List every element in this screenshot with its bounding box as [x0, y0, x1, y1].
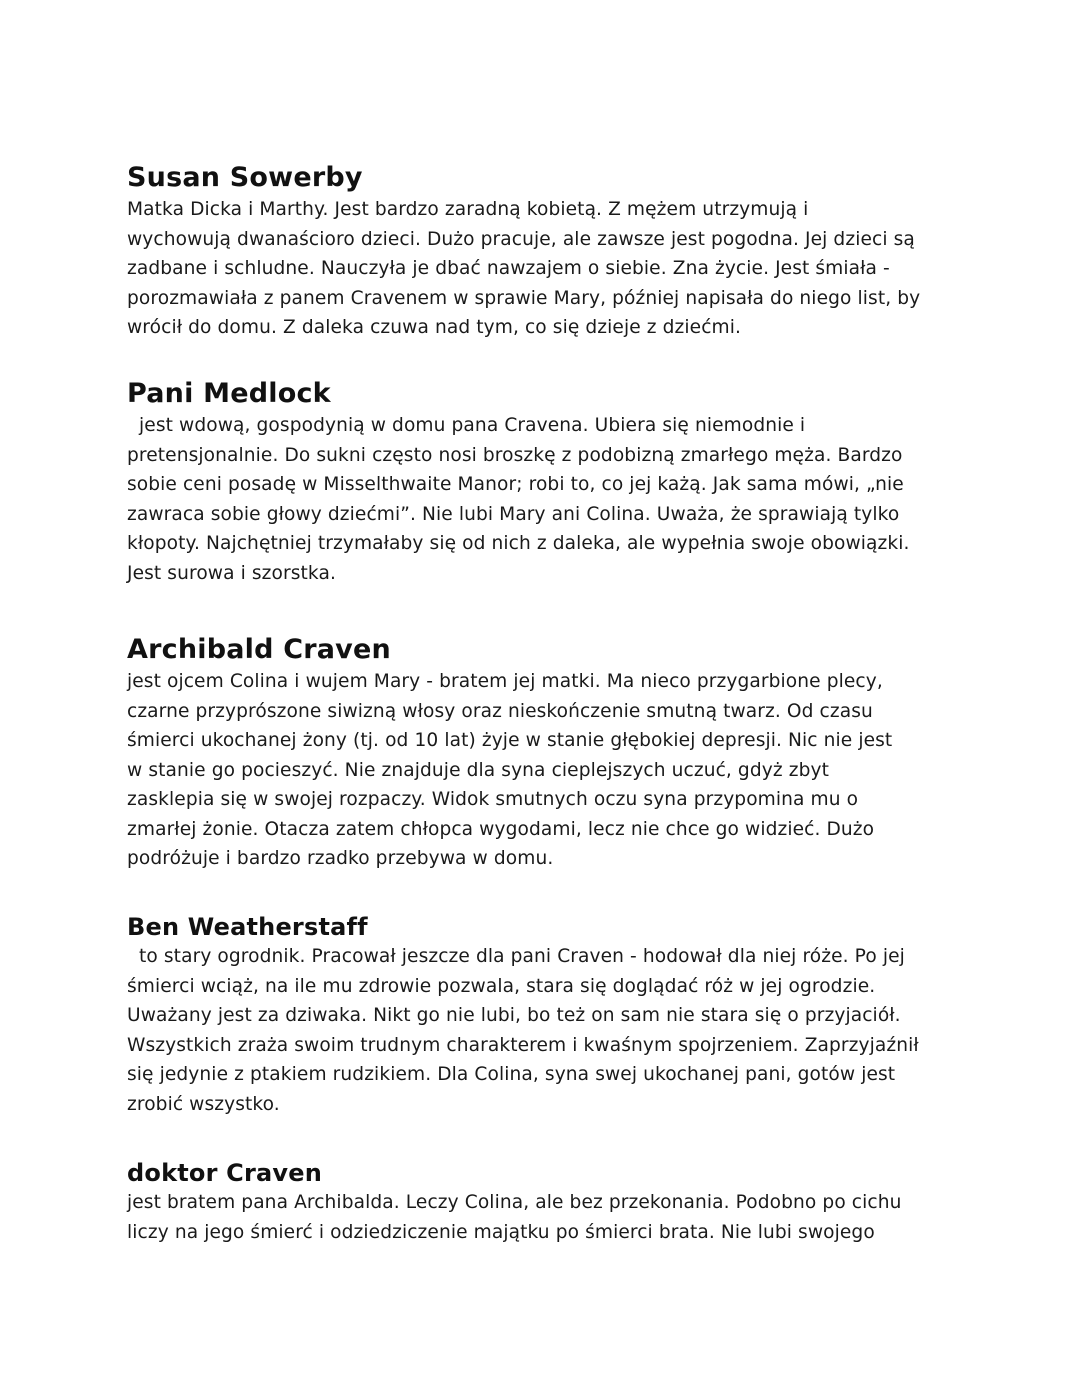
text-line: w stanie go pocieszyć. Nie znajduje dla syna cieplejszych uczuć, gdyż zbyt — [127, 759, 829, 781]
text-line: śmierci wciąż, na ile mu zdrowie pozwala, stara się doglądać róż w jej ogrodzie. — [127, 975, 876, 997]
text-line: śmierci ukochanej żony (tj. od 10 lat) żyje w stanie głębokiej depresji. Nic nie jest — [127, 730, 893, 751]
text-line: zawraca sobie głowy dziećmi”. Nie lubi Mary ani Colina. Uważa, że sprawiają tylko — [127, 503, 900, 525]
section-body — [127, 667, 967, 874]
text-line: Wszystkich zraża swoim trudnym charakterem i kwaśnym spojrzeniem. Zaprzyjaźnił — [127, 1034, 919, 1056]
text-line: podróżuje i bardzo rzadko przebywa w domu. — [127, 848, 554, 869]
text-line: jest ojcem Colina i wujem Mary - bratem jej matki. Ma nieco przygarbione plecy, — [127, 671, 883, 692]
text-line: wrócił do domu. Z daleka czuwa nad tym, co się dzieje z dziećmi. — [127, 317, 742, 338]
text-line: jest bratem pana Archibalda. Leczy Colina, ale bez przekonania. Podobno po cichu — [127, 1192, 902, 1213]
text-line: Uważany jest za dziwaka. Nikt go nie lubi, bo też on sam nie stara się o przyjaciół. — [127, 1005, 901, 1026]
section-heading: doktor Craven — [127, 1159, 323, 1187]
text-line: to stary ogrodnik. Pracował jeszcze dla pani Craven - hodował dla niej róże. Po jej — [127, 946, 905, 967]
text-line: pretensjonalnie. Do sukni często nosi broszkę z podobizną zmarłego męża. Bardzo — [127, 444, 903, 466]
text-line: Jest surowa i szorstka. — [127, 562, 336, 584]
text-line: liczy na jego śmierć i odziedziczenie majątku po śmierci brata. Nie lubi swojego — [127, 1221, 875, 1243]
section-archibald-craven — [127, 633, 967, 874]
section-body — [127, 195, 967, 343]
section-body — [127, 1188, 967, 1247]
section-heading: Archibald Craven — [127, 634, 391, 665]
section-body — [127, 942, 967, 1119]
section-doktor-craven — [127, 1158, 967, 1247]
section-ben-weatherstaff — [127, 912, 967, 1119]
section-pani-medlock — [127, 377, 967, 588]
text-line: zasklepia się w swojej rozpaczy. Widok smutnych oczu syna przypomina mu o — [127, 789, 859, 810]
section-heading: Pani Medlock — [127, 378, 331, 409]
text-line: jest wdową, gospodynią w domu pana Cravena. Ubiera się niemodnie i — [127, 415, 806, 436]
text-line: się jedynie z ptakiem rudzikiem. Dla Colina, syna swej ukochanej pani, gotów jest — [127, 1064, 896, 1085]
text-line: czarne przyprószone siwizną włosy oraz nieskończenie smutną twarz. Od czasu — [127, 700, 873, 722]
section-susan-sowerby — [127, 161, 967, 343]
section-heading: Ben Weatherstaff — [127, 913, 368, 941]
section-heading: Susan Sowerby — [127, 162, 363, 193]
text-line: sobie ceni posadę w Misselthwaite Manor; robi to, co jej każą. Jak sama mówi, „nie — [127, 474, 904, 495]
text-line: kłopoty. Najchętniej trzymałaby się od nich z daleka, ale wypełnia swoje obowiązki. — [127, 533, 910, 554]
section-body — [127, 411, 967, 588]
text-line: porozmawiała z panem Cravenem w sprawie Mary, później napisała do niego list, by — [127, 287, 921, 309]
text-line: zadbane i schludne. Nauczyła je dbać nawzajem o siebie. Zna życie. Jest śmiała - — [127, 258, 890, 279]
text-line: zmarłej żonie. Otacza zatem chłopca wygodami, lecz nie chce go widzieć. Dużo — [127, 818, 875, 840]
text-line: wychowują dwanaścioro dzieci. Dużo pracuje, ale zawsze jest pogodna. Jej dzieci są — [127, 228, 915, 250]
text-line: Matka Dicka i Marthy. Jest bardzo zaradną kobietą. Z mężem utrzymują i — [127, 199, 809, 220]
text-line: zrobić wszystko. — [127, 1093, 280, 1115]
